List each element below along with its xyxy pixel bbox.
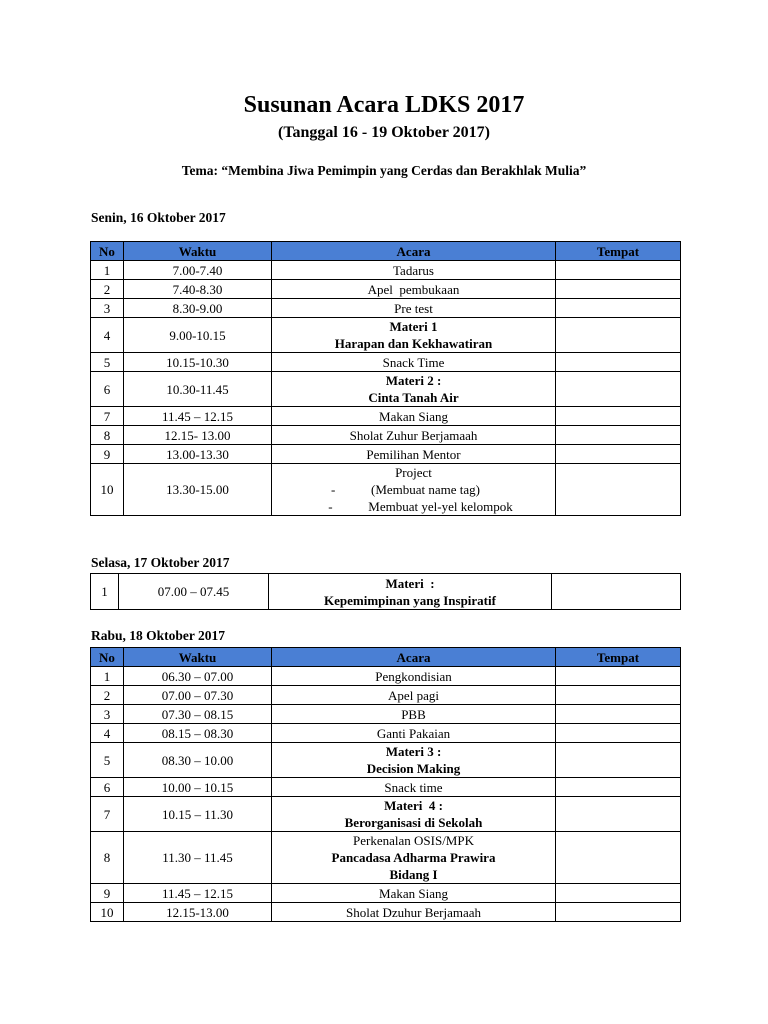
cell-no: 10 (91, 464, 124, 516)
cell-tempat (556, 686, 681, 705)
cell-tempat (556, 832, 681, 884)
cell-acara (272, 832, 556, 884)
cell-waktu: 08.15 – 08.30 (124, 724, 272, 743)
table-row (91, 903, 681, 922)
cell-tempat (556, 426, 681, 445)
bullet-text: (Membuat name tag) (370, 482, 480, 497)
cell-acara (269, 574, 552, 610)
cell-tempat (556, 261, 681, 280)
cell-tempat (556, 407, 681, 426)
cell-tempat (556, 372, 681, 407)
table-row (91, 299, 681, 318)
cell-no: 2 (91, 280, 124, 299)
table-row (91, 832, 681, 884)
table-row (91, 372, 681, 407)
cell-tempat (556, 667, 681, 686)
table-row (91, 353, 681, 372)
table-row (91, 261, 681, 280)
cell-tempat (556, 778, 681, 797)
table-row (91, 464, 681, 516)
acara-line: Harapan dan Kekhawatiran (334, 336, 493, 351)
cell-no: 8 (91, 832, 124, 884)
document-theme: Tema: “Membina Jiwa Pemimpin yang Cerdas dan Berakhlak Mulia” (181, 163, 587, 178)
acara-line: Materi 4 : (384, 798, 443, 813)
header-waktu: Waktu (124, 648, 272, 667)
cell-acara: Makan Siang (272, 884, 556, 903)
cell-no: 8 (91, 426, 124, 445)
header-no: No (91, 648, 124, 667)
cell-no: 2 (91, 686, 124, 705)
cell-acara: Pre test (272, 299, 556, 318)
cell-acara: Apel pembukaan (272, 280, 556, 299)
cell-waktu: 12.15- 13.00 (124, 426, 272, 445)
header-tempat: Tempat (556, 648, 681, 667)
cell-waktu: 7.00-7.40 (124, 261, 272, 280)
cell-waktu: 13.30-15.00 (124, 464, 272, 516)
cell-no: 9 (91, 884, 124, 903)
cell-acara: PBB (272, 705, 556, 724)
cell-tempat (556, 903, 681, 922)
table-header-row (91, 648, 681, 667)
header-acara: Acara (272, 648, 556, 667)
schedule-table-selasa (90, 573, 681, 610)
acara-line: Berorganisasi di Sekolah (344, 815, 483, 830)
cell-waktu: 07.00 – 07.45 (119, 574, 269, 610)
acara-line: Materi 2 : (385, 373, 442, 388)
day-heading-selasa: Selasa, 17 Oktober 2017 (91, 555, 230, 570)
cell-acara: Ganti Pakaian (272, 724, 556, 743)
acara-line: Pancadasa Adharma Prawira (331, 850, 496, 865)
cell-waktu: 10.00 – 10.15 (124, 778, 272, 797)
table-row (91, 686, 681, 705)
cell-acara: Tadarus (272, 261, 556, 280)
cell-no: 5 (91, 743, 124, 778)
bullet-item (272, 481, 555, 498)
cell-waktu: 9.00-10.15 (124, 318, 272, 353)
cell-waktu: 11.45 – 12.15 (124, 884, 272, 903)
cell-tempat (556, 280, 681, 299)
cell-no: 6 (91, 372, 124, 407)
cell-tempat (556, 884, 681, 903)
table-row (91, 426, 681, 445)
document-subtitle: (Tanggal 16 - 19 Oktober 2017) (277, 124, 490, 141)
table-row (91, 743, 681, 778)
header-tempat: Tempat (556, 242, 681, 261)
cell-acara: Pengkondisian (272, 667, 556, 686)
bullet-dash: - (328, 499, 333, 514)
table-row (91, 705, 681, 724)
cell-no: 7 (91, 797, 124, 832)
schedule-table-rabu (90, 647, 681, 922)
cell-no: 4 (91, 724, 124, 743)
bullet-dash: - (330, 482, 336, 497)
cell-acara: Sholat Dzuhur Berjamaah (272, 903, 556, 922)
cell-tempat (556, 743, 681, 778)
cell-tempat (556, 724, 681, 743)
acara-line: Kepemimpinan yang Inspiratif (324, 592, 496, 608)
cell-waktu: 10.30-11.45 (124, 372, 272, 407)
table-row (91, 574, 681, 610)
acara-line: Project (395, 465, 432, 480)
cell-tempat (556, 705, 681, 724)
cell-waktu: 7.40-8.30 (124, 280, 272, 299)
cell-acara: Makan Siang (272, 407, 556, 426)
cell-waktu: 10.15-10.30 (124, 353, 272, 372)
cell-no: 1 (91, 667, 124, 686)
cell-acara: Sholat Zuhur Berjamaah (272, 426, 556, 445)
day-heading-senin: Senin, 16 Oktober 2017 (91, 210, 226, 225)
table-row (91, 724, 681, 743)
cell-no: 1 (91, 574, 119, 610)
table-row (91, 318, 681, 353)
cell-acara (272, 318, 556, 353)
cell-acara: Snack Time (272, 353, 556, 372)
cell-acara (272, 743, 556, 778)
cell-acara: Apel pagi (272, 686, 556, 705)
cell-acara (272, 797, 556, 832)
table-row (91, 884, 681, 903)
cell-acara (272, 464, 556, 516)
cell-no: 7 (91, 407, 124, 426)
cell-tempat (556, 797, 681, 832)
cell-tempat (556, 353, 681, 372)
cell-no: 3 (91, 299, 124, 318)
table-row (91, 778, 681, 797)
cell-no: 5 (91, 353, 124, 372)
cell-no: 9 (91, 445, 124, 464)
cell-no: 3 (91, 705, 124, 724)
bullet-text: Membuat yel-yel kelompok (368, 499, 513, 514)
cell-waktu: 12.15-13.00 (124, 903, 272, 922)
acara-line: Bidang I (389, 867, 438, 882)
cell-acara (272, 372, 556, 407)
table-row (91, 445, 681, 464)
cell-acara: Snack time (272, 778, 556, 797)
cell-tempat (556, 299, 681, 318)
cell-waktu: 07.00 – 07.30 (124, 686, 272, 705)
acara-line: Materi 1 (389, 319, 438, 334)
cell-no: 6 (91, 778, 124, 797)
cell-waktu: 11.30 – 11.45 (124, 832, 272, 884)
header-waktu: Waktu (124, 242, 272, 261)
cell-no: 10 (91, 903, 124, 922)
cell-tempat (556, 318, 681, 353)
cell-waktu: 08.30 – 10.00 (124, 743, 272, 778)
cell-acara: Pemilihan Mentor (272, 445, 556, 464)
cell-waktu: 8.30-9.00 (124, 299, 272, 318)
cell-waktu: 11.45 – 12.15 (124, 407, 272, 426)
cell-waktu: 10.15 – 11.30 (124, 797, 272, 832)
acara-line: Materi 3 : (385, 744, 442, 759)
acara-line: Materi : (385, 575, 435, 591)
cell-waktu: 13.00-13.30 (124, 445, 272, 464)
cell-tempat (552, 574, 681, 610)
schedule-table-senin (90, 241, 681, 516)
day-heading-rabu: Rabu, 18 Oktober 2017 (91, 628, 226, 643)
acara-line: Cinta Tanah Air (368, 390, 459, 405)
document-title: Susunan Acara LDKS 2017 (243, 92, 525, 118)
header-acara: Acara (272, 242, 556, 261)
bullet-item (272, 498, 555, 515)
cell-tempat (556, 445, 681, 464)
header-no: No (91, 242, 124, 261)
table-row (91, 797, 681, 832)
acara-line: Perkenalan OSIS/MPK (353, 833, 474, 848)
table-row (91, 407, 681, 426)
cell-no: 4 (91, 318, 124, 353)
acara-line: Decision Making (366, 761, 461, 776)
table-header-row (91, 242, 681, 261)
cell-waktu: 07.30 – 08.15 (124, 705, 272, 724)
cell-tempat (556, 464, 681, 516)
cell-waktu: 06.30 – 07.00 (124, 667, 272, 686)
table-row (91, 280, 681, 299)
cell-no: 1 (91, 261, 124, 280)
table-row (91, 667, 681, 686)
